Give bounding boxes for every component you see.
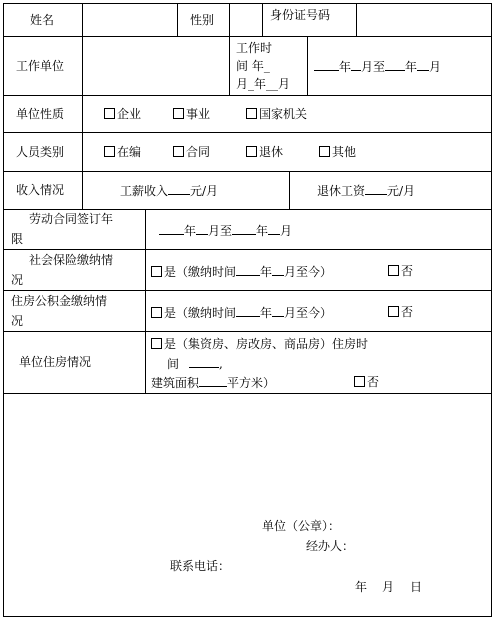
checkbox[interactable] (246, 108, 257, 119)
checkbox[interactable] (104, 108, 115, 119)
option-other[interactable]: 其他 (319, 144, 356, 160)
unit-housing-label: 单位住房情况 (19, 355, 92, 369)
work-time-line2: 间 年_ (236, 59, 270, 73)
month-blank[interactable] (351, 58, 361, 71)
checkbox[interactable] (354, 376, 365, 387)
salary-income: 工薪收入 元/月 (120, 184, 219, 198)
option-institution[interactable]: 事业 (173, 106, 210, 122)
year-blank[interactable] (314, 58, 339, 71)
housing-fund-label: 住房公积金缴纳情 况 (11, 294, 108, 328)
income-label: 收入情况 (16, 183, 65, 197)
row-divider (4, 95, 491, 96)
cell-divider (289, 171, 290, 209)
month-blank[interactable] (272, 263, 284, 276)
salary-blank[interactable] (168, 182, 190, 195)
social-insurance-yes[interactable]: 是（缴纳时间 年 月至今） (151, 263, 332, 280)
option-enterprise[interactable]: 企业 (104, 106, 141, 122)
unit-housing-no[interactable]: 否 (354, 374, 379, 390)
cell-divider (82, 171, 83, 209)
row-divider (4, 132, 491, 133)
year-blank[interactable] (236, 263, 260, 276)
work-period: 年 月至 年 月 (314, 58, 441, 75)
floor-area-blank[interactable] (199, 374, 227, 387)
checkbox[interactable] (151, 307, 162, 318)
checkbox[interactable] (388, 265, 399, 276)
checkbox[interactable] (151, 266, 162, 277)
month-blank[interactable] (196, 222, 208, 235)
gender-label: 性别 (190, 13, 215, 27)
cell-divider (262, 4, 263, 36)
cell-divider (307, 36, 308, 95)
row-divider (4, 36, 491, 37)
year-blank[interactable] (159, 222, 184, 235)
id-number-label: 身份证号码 (270, 8, 331, 22)
checkbox[interactable] (151, 338, 162, 349)
cell-divider (229, 36, 230, 95)
year-blank[interactable] (236, 304, 260, 317)
option-retired[interactable]: 退休 (246, 144, 283, 160)
checkbox[interactable] (319, 146, 330, 157)
cell-divider (177, 4, 178, 36)
name-label: 姓名 (30, 13, 55, 27)
checkbox[interactable] (104, 146, 115, 157)
month-blank[interactable] (417, 58, 429, 71)
contract-term-label: 劳动合同签订年 限 (11, 212, 114, 246)
handler-label: 经办人： (306, 539, 355, 553)
housing-time-line: 间 , (167, 357, 223, 371)
work-time-line3: 月_年__月 (236, 77, 291, 91)
date-month: 月 (382, 580, 395, 594)
floor-area-line: 建筑面积 平方米） (151, 376, 276, 390)
cell-divider (356, 4, 357, 36)
work-time-label: 工作时 (236, 41, 273, 55)
cell-divider (229, 4, 230, 36)
housing-fund-yes[interactable]: 是（缴纳时间 年 月至今） (151, 304, 332, 321)
option-state-organ[interactable]: 国家机关 (246, 106, 307, 122)
cell-divider (82, 95, 83, 171)
social-insurance-no[interactable]: 否 (388, 263, 413, 279)
option-contract[interactable]: 合同 (173, 144, 210, 160)
contract-term-period: 年 月至 年 月 (159, 222, 292, 239)
cell-divider (145, 209, 146, 393)
year-blank[interactable] (385, 58, 405, 71)
checkbox[interactable] (173, 108, 184, 119)
checkbox[interactable] (173, 146, 184, 157)
row-divider (4, 331, 491, 332)
date-year: 年 (355, 580, 368, 594)
unit-housing-yes[interactable]: 是（集资房、房改房、商品房）住房时 (151, 336, 368, 352)
staff-category-label: 人员类别 (16, 145, 65, 159)
cell-divider (82, 4, 83, 36)
cell-divider (82, 36, 83, 95)
social-insurance-label: 社会保险缴纳情 况 (11, 253, 114, 287)
checkbox[interactable] (246, 146, 257, 157)
work-unit-label: 工作单位 (16, 59, 65, 73)
housing-time-blank[interactable] (189, 355, 219, 368)
month-blank[interactable] (272, 304, 284, 317)
pension-income: 退休工资 元/月 (317, 184, 416, 198)
option-on-staff[interactable]: 在编 (104, 144, 141, 160)
unit-nature-label: 单位性质 (16, 107, 65, 121)
date-day: 日 (410, 580, 423, 594)
checkbox[interactable] (388, 306, 399, 317)
row-divider (4, 171, 491, 172)
month-blank[interactable] (268, 222, 280, 235)
row-divider (4, 393, 491, 394)
pension-blank[interactable] (365, 182, 387, 195)
year-blank[interactable] (232, 222, 256, 235)
contact-phone-label: 联系电话： (170, 559, 231, 573)
housing-fund-no[interactable]: 否 (388, 304, 413, 320)
registration-form (3, 3, 492, 617)
unit-seal-label: 单位（公章）： (262, 519, 341, 533)
